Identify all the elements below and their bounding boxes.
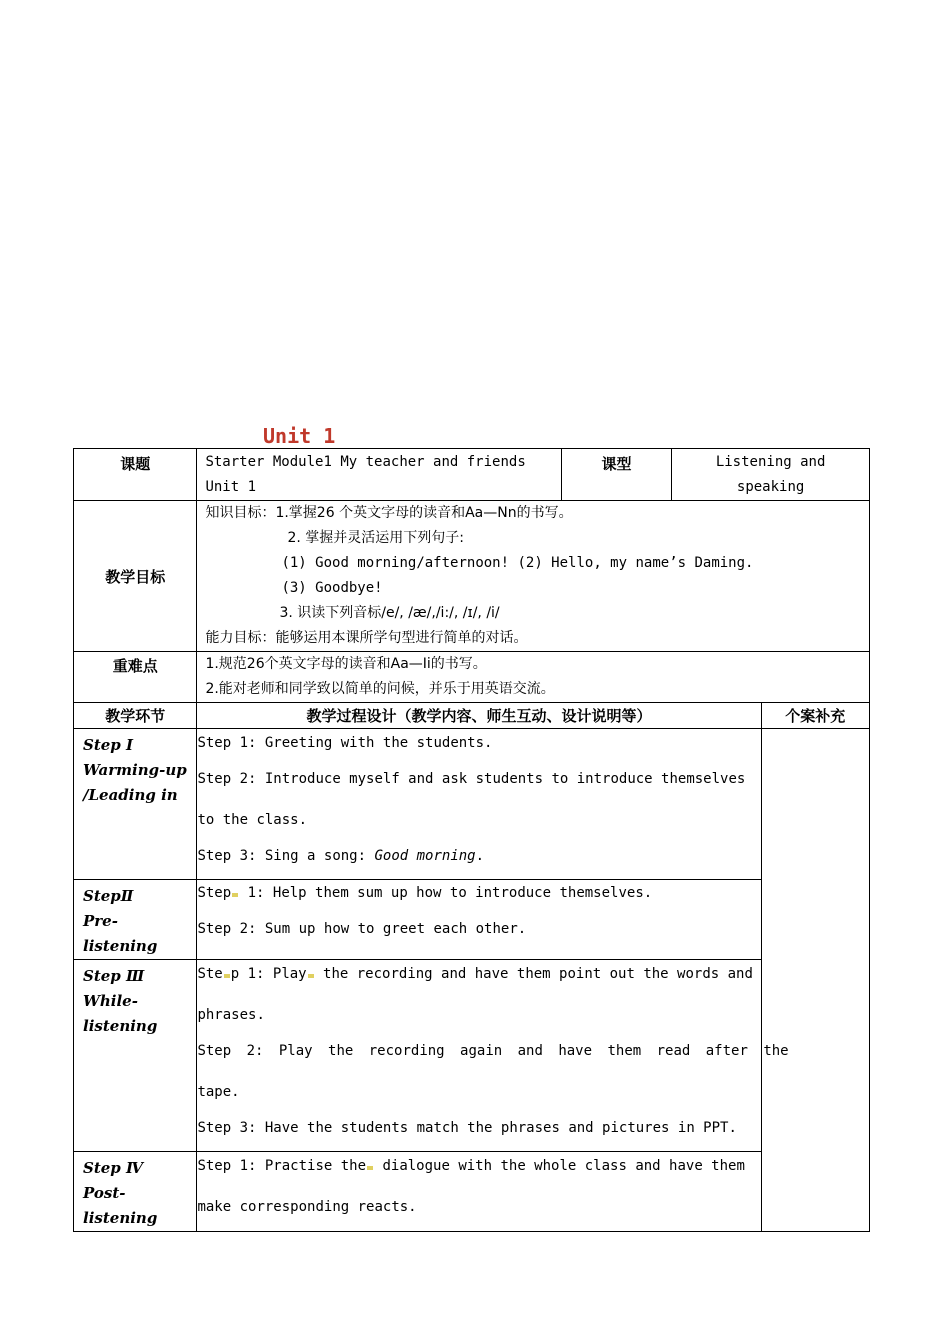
keypoints-row [74, 652, 870, 703]
objectives-label: 教学目标 [74, 501, 197, 652]
step-content-1: Step 1: Greeting with the students. Step 2: Introduce myself and ask students to introduce themselves to the class. Step 3: Sing a song: Good morning. [197, 729, 761, 880]
step-content-4: Step 1: Practise the dialogue with the whole class and have them make corresponding reacts. [197, 1152, 761, 1232]
step-label-4: Step Ⅳ Post- listening [74, 1152, 197, 1232]
step-row-4 [74, 1152, 870, 1232]
supplement-cell [761, 729, 869, 1232]
type-label: 课型 [561, 449, 671, 501]
step-label-2: StepⅡ Pre- listening [74, 880, 197, 960]
type-value: Listening and speaking [672, 449, 870, 501]
step-label-3: Step Ⅲ While- listening [74, 960, 197, 1152]
keypoints-content: 1.规范26个英文字母的读音和Aa—Ii的书写。 2.能对老师和同学致以简单的问候，并乐于用英语交流。 [197, 652, 870, 703]
process-header-row [74, 703, 870, 729]
step-row-1 [74, 729, 870, 880]
process-col2: 教学过程设计（教学内容、师生互动、设计说明等） [197, 703, 761, 729]
header-row [74, 449, 870, 501]
topic-label: 课题 [74, 449, 197, 501]
page-title: Unit 1 [263, 424, 336, 448]
step-row-2 [74, 880, 870, 960]
process-col1: 教学环节 [74, 703, 197, 729]
objectives-row [74, 501, 870, 652]
process-col3: 个案补充 [761, 703, 869, 729]
objectives-content: 知识目标：1.掌握26 个英文字母的读音和Aa—Nn的书写。 2. 掌握并灵活运用下列句子: (1) Good morning/afternoon! (2) Hello, my name’s Daming. (3) Goodbye! 3. 识读下列音标/e/, /æ/,/i:/, /ɪ/, /i/ 能力目标：能够运用本课所学句型进行简单的对话。 [197, 501, 870, 652]
step-content-3: Ste p 1: Play the recording and have them point out the words and phrases. Step 2: Play the recording again and have them read after the tape. Step 3: Have the students match the phrases and pictures in PPT. [197, 960, 761, 1152]
keypoints-label: 重难点 [74, 652, 197, 703]
step-row-3 [74, 960, 870, 1152]
lesson-plan-table [73, 448, 870, 1232]
topic-value: Starter Module1 My teacher and friends Unit 1 [197, 449, 561, 501]
step-label-1: Step Ⅰ Warming-up /Leading in [74, 729, 197, 880]
step-content-2: Step 1: Help them sum up how to introduce themselves. Step 2: Sum up how to greet each other. [197, 880, 761, 960]
